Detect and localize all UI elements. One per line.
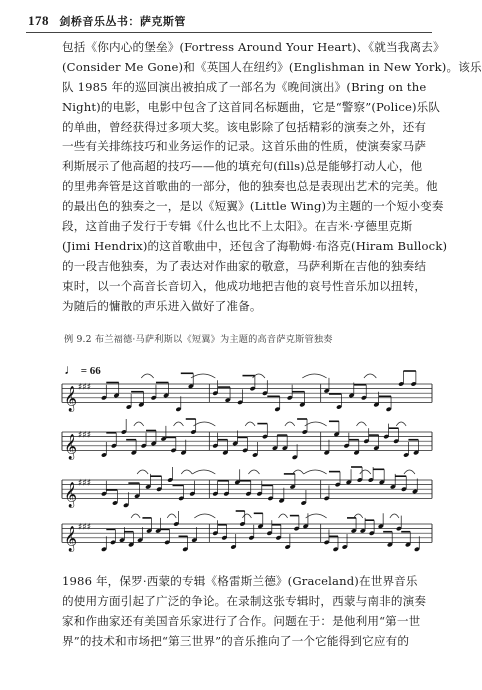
slur-mark [390,514,399,518]
slur-mark [181,470,192,474]
slur-mark [174,422,184,426]
slur-mark [167,514,176,518]
slur-mark [248,470,259,474]
text-line: 包括《你内心的堡垒》(Fortress Around Your Heart)、《就当我离去》 [62,40,445,54]
text-line: 利斯展示了他高超的技巧——他的填充句(fills)总是能够打动人心，他 [62,159,423,174]
slur-mark [193,422,215,426]
text-line: 家和作曲家还有美国音乐家进行了合作。问题在于：是他利用“第一世 [62,613,421,628]
slur-mark [192,470,215,474]
key-signature-icon: ♯♯♯ [78,382,92,393]
treble-clef-icon: 𝄞 [64,482,78,508]
slur-mark [304,470,327,474]
text-line: 队 1985 年的巡回演出被拍成了一部名为《晚间演出》(Bring on the [62,79,427,94]
key-signature-icon: ♯♯♯ [78,478,92,489]
slur-mark [302,374,326,378]
slur-mark [137,470,148,474]
music-score [60,372,436,568]
slur-mark [360,470,371,474]
slur-mark [194,514,215,518]
treble-clef-icon: 𝄞 [64,386,78,412]
quarter-note-icon: ♩ [64,363,78,378]
text-line: Night)的电影，电影中包含了这首同名标题曲，它是“警察”(Police)乐队 [62,99,441,114]
following-paragraph [62,572,434,652]
slur-mark [242,514,251,518]
slur-mark [396,422,406,426]
text-line: 为随后的慵散的声乐进入做好了准备。 [62,298,262,313]
text-line: (Consider Me Gone)和《英国人在纽约》(Englishman in New York)。该乐 [62,59,482,74]
slur-mark [356,422,366,426]
text-line: 段，这首曲子发行于专辑《什么也比不上太阳》。在吉米·亨德里克斯 [62,219,413,234]
figure-caption: 例 9.2 布兰福德·马萨利斯以《短翼》为主题的高音萨克斯管独奏 [64,334,333,345]
slur-mark [364,374,376,378]
slur-mark [191,374,215,378]
slur-mark [306,514,327,518]
text-line: 界”的技术和市场把“第三世界”的音乐推向了一个它能得到它应有的 [62,633,410,648]
text-line: (Jimi Hendrix)的这首歌曲中，还包含了海勒姆·布洛克(Hiram Bullock) [62,238,448,253]
tempo-value: = 66 [80,365,101,377]
slur-mark [141,374,153,378]
slur-mark [305,422,327,426]
text-line: 的里弗奔管是这首歌曲的一部分，他的独奏也总是表现出艺术的完美。他 [62,179,438,194]
running-header [28,13,428,31]
page-number: 178 [28,13,49,28]
key-signature-icon: ♯♯♯ [78,522,92,533]
slur-mark [253,374,265,378]
text-line: 的一段吉他独奏，为了表达对作曲家的敬意，马萨利斯在吉他的独奏结 [62,258,427,273]
slur-mark [131,514,140,518]
slur-mark [245,422,255,426]
text-line: 的使用方面引起了广泛的争论。在录制这张专辑时，西蒙与南非的演奏 [62,593,427,608]
treble-clef-icon: 𝄞 [64,434,78,460]
slur-mark [279,514,288,518]
text-line: 的单曲，曾经获得过多项大奖。该电影除了包括精彩的演奏之外，还有 [62,119,427,134]
text-line: 的最出色的独奏之一，是以《短翼》(Little Wing)为主题的一个短小变奏 [62,199,444,214]
text-line: 一些有关排练技巧和业务运作的记录。这首乐曲的性质，使演奏家马萨 [62,139,427,154]
slur-mark [404,470,415,474]
key-signature-icon: ♯♯♯ [78,430,92,441]
slur-mark [285,422,295,426]
text-line: 1986 年，保罗·西蒙的专辑《格雷斯兰德》(Graceland)在世界音乐 [62,574,418,588]
treble-clef-icon: 𝄞 [64,526,78,552]
text-line: 束时，以一个高音长音切入，他成功地把吉他的哀号性音乐加以扭转， [62,278,427,293]
running-title: 剑桥音乐丛书：萨克斯管 [59,15,186,28]
slur-mark [134,422,144,426]
main-paragraph [62,38,482,316]
header-rule [26,32,432,33]
